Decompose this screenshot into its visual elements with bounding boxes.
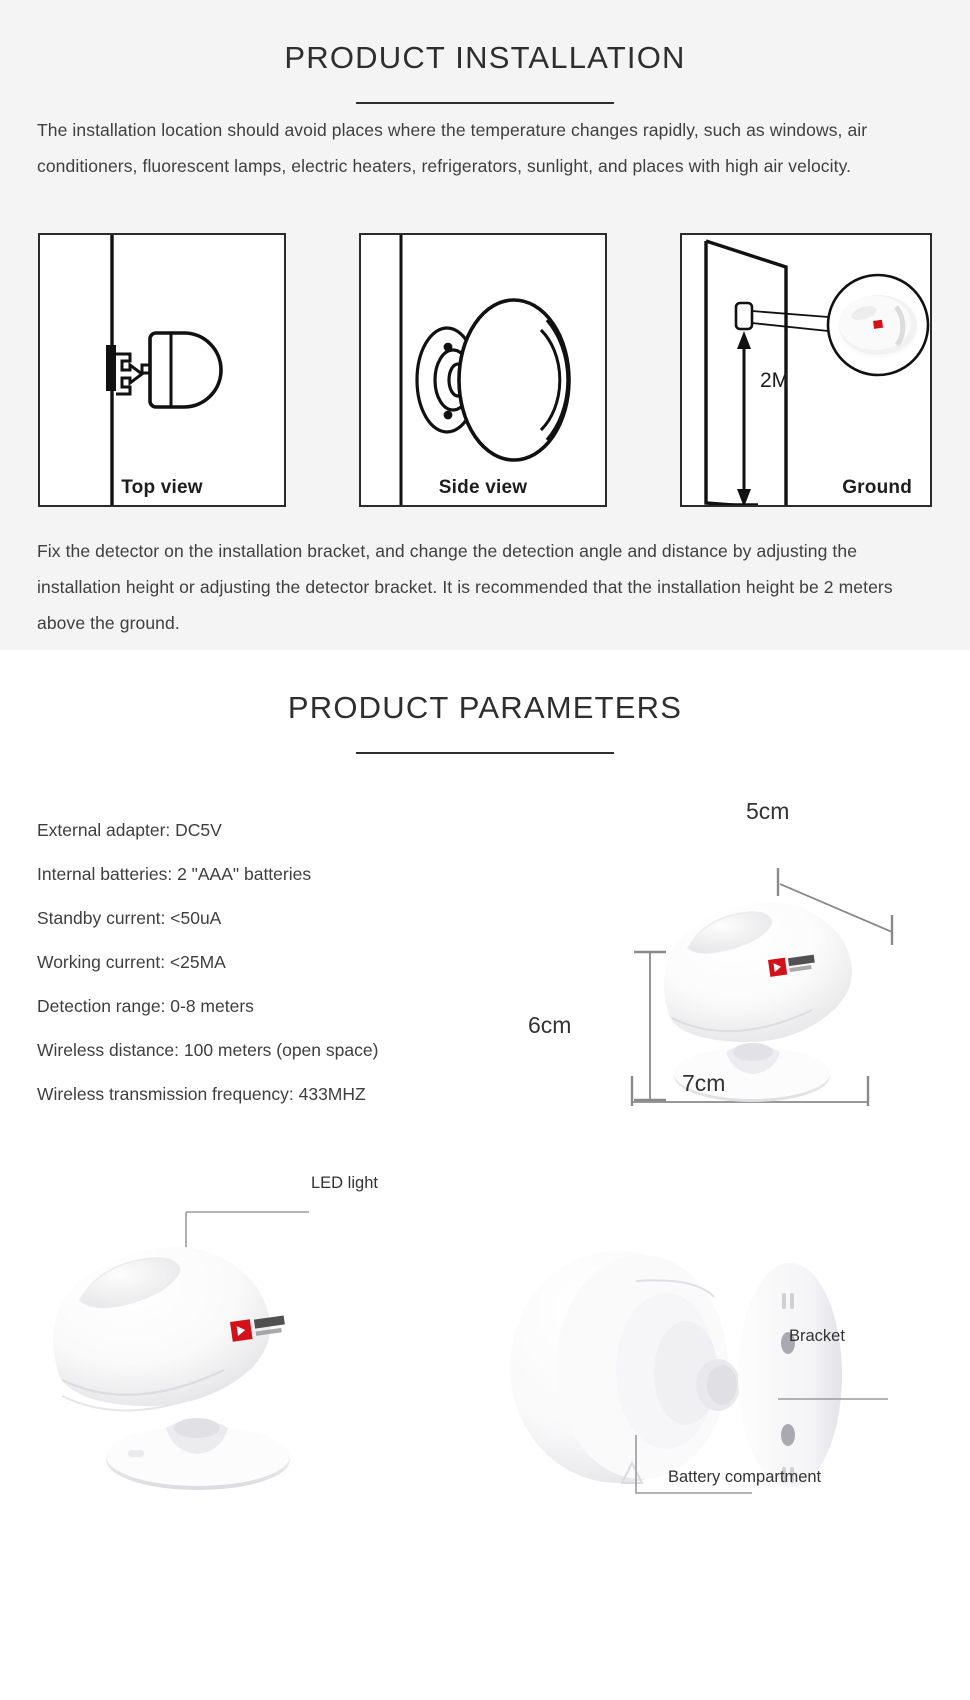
dimension-leader-lines bbox=[520, 780, 940, 1110]
parameter-item: Standby current: <50uA bbox=[37, 908, 222, 928]
dimension-depth-label: 5cm bbox=[746, 798, 790, 824]
dimension-diagram bbox=[520, 780, 940, 1110]
parameter-item: Detection range: 0-8 meters bbox=[37, 996, 254, 1016]
svg-text:2M: 2M bbox=[760, 369, 790, 392]
parameter-item: External adapter: DC5V bbox=[37, 820, 222, 840]
ground-height-diagram bbox=[682, 235, 932, 507]
product-installation-section bbox=[0, 0, 970, 650]
top-view-diagram bbox=[40, 235, 286, 507]
installation-intro-text: The installation location should avoid places where the temperature changes rapidly, such as windows, air conditioners, fluorescent lamps, electric heaters, refrigerators, sunlight, and places with high air velocity. bbox=[37, 120, 868, 176]
page-title-installation: PRODUCT INSTALLATION bbox=[284, 40, 686, 75]
parameter-item: Wireless transmission frequency: 433MHZ bbox=[37, 1084, 366, 1104]
title-underline-installation bbox=[356, 102, 614, 104]
side-view-diagram bbox=[361, 235, 607, 507]
dimension-width-label: 7cm bbox=[682, 1070, 726, 1096]
product-photo-front bbox=[18, 1170, 438, 1500]
page-title-parameters: PRODUCT PARAMETERS bbox=[287, 690, 683, 725]
installation-outro-text: Fix the detector on the installation bracket, and change the detection angle and distance by adjusting the installation height or adjusting the detector bracket. It is recommended that the installation height be 2 meters above the ground. bbox=[37, 541, 893, 633]
parameter-item: Wireless distance: 100 meters (open space) bbox=[37, 1040, 379, 1060]
callout-bracket: Bracket bbox=[789, 1327, 845, 1345]
title-underline-parameters bbox=[356, 752, 614, 754]
parameters-list bbox=[37, 808, 507, 1116]
parameter-item: Working current: <25MA bbox=[37, 952, 226, 972]
callout-battery-compartment: Battery compartment bbox=[668, 1468, 822, 1486]
product-photo-back-bracket bbox=[490, 1195, 910, 1515]
callout-led-light: LED light bbox=[311, 1174, 378, 1192]
figure-side-view-label: Side view bbox=[438, 477, 528, 498]
installation-figures bbox=[38, 233, 932, 507]
figure-side-view bbox=[359, 233, 607, 507]
figure-top-view bbox=[38, 233, 286, 507]
figure-ground bbox=[680, 233, 932, 507]
figure-top-view-label: Top view bbox=[121, 477, 203, 498]
dimension-height-label: 6cm bbox=[528, 1012, 572, 1038]
figure-ground-label: Ground bbox=[842, 477, 912, 498]
product-back-render bbox=[490, 1195, 910, 1515]
parameter-item: Internal batteries: 2 "AAA" batteries bbox=[37, 864, 312, 884]
product-front-render bbox=[18, 1170, 438, 1500]
